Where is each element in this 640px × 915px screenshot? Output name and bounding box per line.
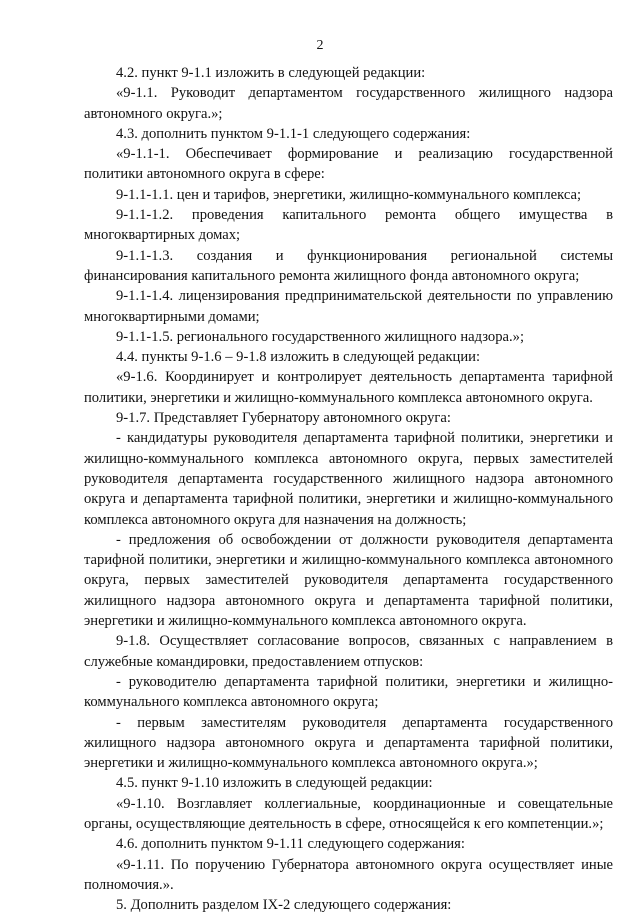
paragraph-9-1-8-head: - руководителю департамента тарифной политики, энергетики и жилищно-коммунального комплекса автономного округа;	[84, 673, 613, 711]
paragraph-4-3: 4.3. дополнить пунктом 9-1.1-1 следующего содержания:	[116, 125, 471, 142]
paragraph-9-1-8-deputies: - первым заместителям руководителя департамента государственного жилищного надзора автономного округа и департамента тарифной политики, энергетики и жилищно-коммунального комплекса автономного округа.»;	[84, 714, 613, 772]
paragraph-9-1-7-candidates: - кандидатуры руководителя департамента тарифной политики, энергетики и жилищно-коммунального комплекса автономного округа, первых заместителей руководителя департамента государственного жилищного надзора автономного округа и департамента тарифной политики, энергетики и жилищно-коммунального комплекса автономного округа для назначения на должность;	[84, 430, 613, 528]
paragraph-9-1-1: «9-1.1. Руководит департаментом государственного жилищного надзора автономного округа.»;	[84, 85, 613, 122]
paragraph-9-1-1-1: «9-1.1-1. Обеспечивает формирование и реализацию государственной политики автономного округа в сфере:	[84, 146, 613, 183]
page-number: 2	[316, 38, 324, 53]
paragraph-9-1-1-1-5: 9-1.1-1.5. регионального государственного жилищного надзора.»;	[116, 328, 524, 345]
paragraph-9-1-1-1-1: 9-1.1-1.1. цен и тарифов, энергетики, жилищно-коммунального комплекса;	[116, 186, 582, 203]
paragraph-4-4: 4.4. пункты 9-1.6 – 9-1.8 изложить в следующей редакции:	[116, 349, 481, 366]
paragraph-9-1-8: 9-1.8. Осуществляет согласование вопросов, связанных с направлением в служебные командировки, предоставлением отпусков:	[84, 633, 613, 670]
paragraph-9-1-1-1-2: 9-1.1-1.2. проведения капитального ремонта общего имущества в многоквартирных домах;	[84, 207, 613, 244]
paragraph-9-1-1-1-3: 9-1.1-1.3. создания и функционирования региональной системы финансирования капитального ремонта жилищного фонда автономного округа;	[84, 247, 613, 284]
paragraph-4-5: 4.5. пункт 9-1.10 изложить в следующей редакции:	[116, 775, 433, 792]
paragraph-9-1-10: «9-1.10. Возглавляет коллегиальные, координационные и совещательные органы, осуществляющие деятельность в сфере, относящейся к его компетенции.»;	[84, 795, 613, 832]
paragraph-4-2: 4.2. пункт 9-1.1 изложить в следующей редакции:	[116, 65, 426, 81]
document-body	[84, 63, 613, 915]
paragraph-9-1-1-1-4: 9-1.1-1.4. лицензирования предпринимательской деятельности по управлению многоквартирными домами;	[84, 288, 613, 325]
paragraph-9-1-7: 9-1.7. Представляет Губернатору автономного округа:	[116, 410, 451, 427]
paragraph-9-1-6: «9-1.6. Координирует и контролирует деятельность департамента тарифной политики, энергетики и жилищно-коммунального комплекса автономного округа.	[84, 369, 613, 406]
paragraph-4-6: 4.6. дополнить пунктом 9-1.11 следующего содержания:	[116, 836, 465, 853]
paragraph-9-1-7-dismissal: - предложения об освобождении от должности руководителя департамента тарифной политики, энергетики и жилищно-коммунального комплекса автономного округа, первых заместителей руководителя департамента государственного жилищного надзора автономного округа и департамента тарифной политики, энергетики и жилищно-коммунального комплекса автономного округа.	[84, 531, 613, 630]
paragraph-5: 5. Дополнить разделом IX-2 следующего содержания:	[116, 897, 452, 914]
paragraph-9-1-11: «9-1.11. По поручению Губернатора автономного округа осуществляет иные полномочия.».	[84, 856, 613, 893]
